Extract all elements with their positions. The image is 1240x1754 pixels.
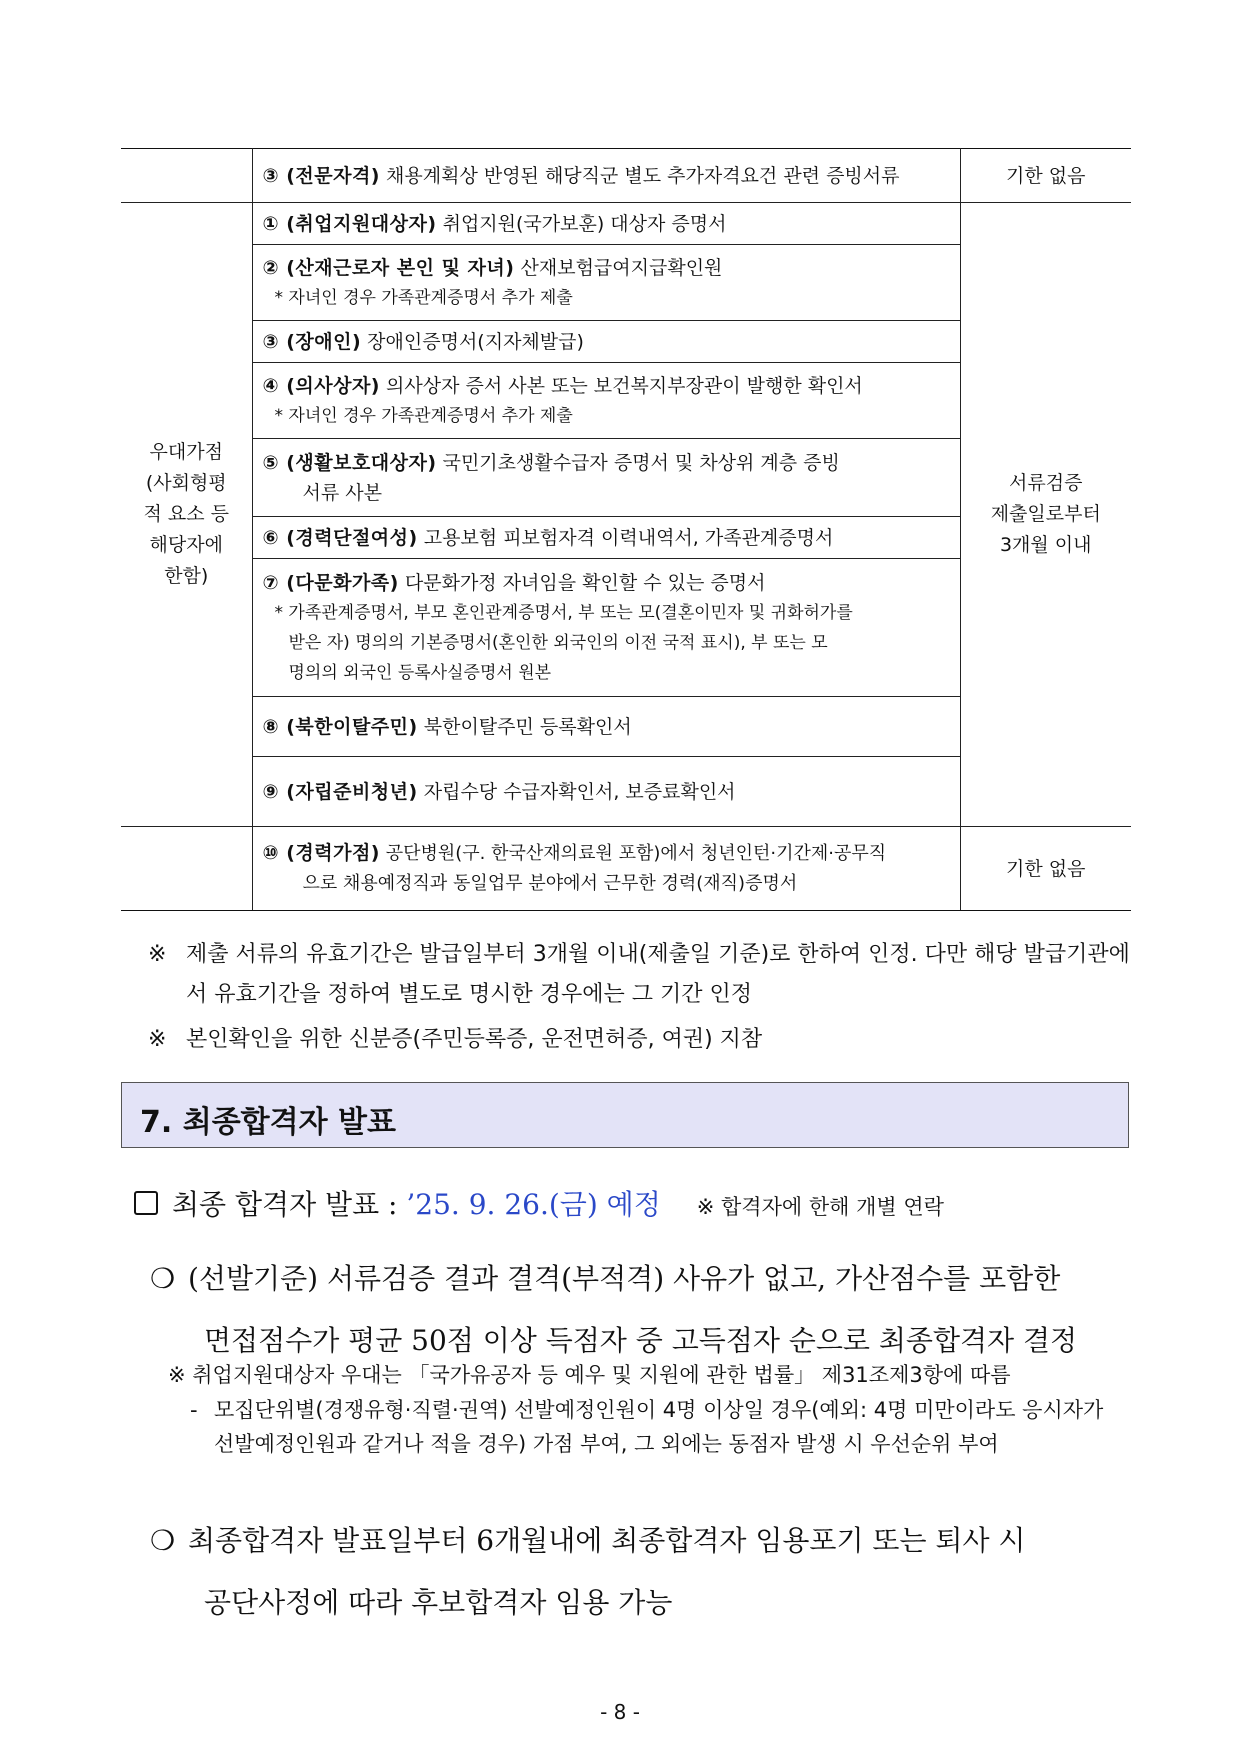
item-tag: ③ (장애인) [262, 330, 362, 353]
deadline-cell: 기한 없음 [960, 827, 1131, 911]
checkbox-square-icon [134, 1191, 158, 1215]
announce-note: ※ 합격자에 한해 개별 연락 [696, 1195, 944, 1219]
dash-note [190, 1393, 1130, 1461]
table-row [252, 245, 960, 321]
item-text: 산재보험급여지급확인원 [514, 256, 723, 279]
item-text: 북한이탈주민 등록확인서 [417, 715, 632, 738]
item-tag: ② (산재근로자 본인 및 자녀) [262, 256, 515, 279]
item-tag: ⑩ (경력가점) [262, 842, 380, 864]
table-row [252, 697, 960, 757]
table-row [252, 203, 960, 245]
item-note: * 자녀인 경우 가족관계증명서 추가 제출 [274, 287, 573, 308]
category-line: (사회형평 [145, 472, 227, 494]
note-validity [148, 935, 1133, 1015]
item-note: 받은 자) 명의의 기본증명서(혼인한 외국인의 이전 국적 표시), 부 또는 모 [288, 632, 828, 653]
criteria-paragraph [150, 1248, 1135, 1372]
reserve-paragraph [150, 1510, 1135, 1634]
item-tag: ④ (의사상자) [262, 374, 380, 397]
table-row [252, 757, 960, 827]
table-row [252, 149, 960, 203]
item-text: 국민기초생활수급자 증명서 및 차상위 계층 증빙 [436, 451, 840, 474]
item-text: 공단병원(구. 한국산재의료원 포함)에서 청년인턴·기간제·공무직 [380, 843, 887, 864]
reserve-line: 최종합격자 발표일부터 6개월내에 최종합격자 임용포기 또는 퇴사 시 [188, 1524, 1026, 1557]
table-row [252, 827, 960, 911]
item-note: * 가족관계증명서, 부모 혼인관계증명서, 부 또는 모(결혼이민자 및 귀화허가를 [274, 602, 853, 623]
category-line: 해당자에 [149, 534, 223, 556]
item-text: 자립수당 수급자확인서, 보증료확인서 [417, 780, 736, 803]
item-tag: ⑨ (자립준비청년) [262, 780, 418, 803]
item-text: 취업지원(국가보훈) 대상자 증명서 [436, 212, 727, 235]
note-text: 본인확인을 위한 신분증(주민등록증, 운전면허증, 여권) 지참 [186, 1027, 763, 1052]
item-tag: ⑧ (북한이탈주민) [262, 715, 418, 738]
table-row [252, 363, 960, 439]
category-line: 우대가점 [149, 441, 223, 463]
item-text: 채용계획상 반영된 해당직군 별도 추가자격요건 관련 증빙서류 [380, 164, 900, 187]
announcement-line [134, 1183, 944, 1223]
deadline-line: 서류검증 [1009, 472, 1083, 494]
item-tag: ① (취업지원대상자) [262, 212, 437, 235]
table-row [252, 517, 960, 559]
criteria-line: 면접점수가 평균 50점 이상 득점자 중 고득점자 순으로 최종합격자 결정 [204, 1324, 1078, 1357]
item-text-continued: 으로 채용예정직과 동일업무 분야에서 근무한 경력(재직)증명서 [302, 873, 798, 894]
dash-mark: - [190, 1398, 198, 1422]
announce-label: 최종 합격자 발표 : [172, 1188, 407, 1221]
documents-table [121, 148, 1131, 911]
page-number: - 8 - [600, 1700, 640, 1724]
table-row [252, 439, 960, 517]
note-id [148, 1020, 1133, 1060]
item-tag: ③ (전문자격) [262, 164, 380, 187]
table-cell-empty [121, 149, 252, 203]
note-mark: ※ [148, 1027, 167, 1052]
deadline-cell [960, 203, 1131, 827]
item-tag: ⑥ (경력단절여성) [262, 526, 418, 549]
note-mark: ※ [148, 942, 167, 967]
preference-note: ※ 취업지원대상자 우대는 「국가유공자 등 예우 및 지원에 관한 법률」 제31조제3항에 따름 [168, 1363, 1011, 1387]
circle-bullet-icon: ❍ [150, 1524, 176, 1557]
note-text: 제출 서류의 유효기간은 발급일부터 3개월 이내(제출일 기준)로 한하여 인정. 다만 해당 발급기관에서 유효기간을 정하여 별도로 명시한 경우에는 그 기간 인정 [186, 942, 1130, 1007]
category-line: 적 요소 등 [143, 503, 229, 525]
item-note: 명의의 외국인 등록사실증명서 원본 [288, 662, 552, 683]
deadline-line: 제출일로부터 [990, 503, 1101, 525]
table-row [252, 559, 960, 697]
category-cell [121, 203, 252, 827]
category-line: 한함) [164, 565, 209, 587]
deadline-line: 3개월 이내 [999, 534, 1092, 556]
section-header [121, 1082, 1129, 1148]
item-text: 의사상자 증서 사본 또는 보건복지부장관이 발행한 확인서 [380, 374, 863, 397]
circle-bullet-icon: ❍ [150, 1262, 176, 1295]
table-cell-empty [121, 827, 252, 911]
announce-date: ’25. 9. 26.(금) 예정 [406, 1188, 661, 1221]
criteria-line: (선발기준) 서류검증 결과 결격(부적격) 사유가 없고, 가산점수를 포함한 [188, 1262, 1061, 1295]
section-title: 7. 최종합격자 발표 [140, 1105, 397, 1140]
item-text: 다문화가정 자녀임을 확인할 수 있는 증명서 [398, 571, 766, 594]
item-text-continued: 서류 사본 [302, 481, 382, 504]
table-row [252, 321, 960, 363]
dash-text: 모집단위별(경쟁유형·직렬·권역) 선발예정인원이 4명 이상일 경우(예외: 4명 미만이라도 응시자가 선발예정인원과 같거나 적을 경우) 가점 부여, 그 외에는 동점자 발생 시 우선순위 부여 [214, 1398, 1104, 1456]
reserve-line: 공단사정에 따라 후보합격자 임용 가능 [204, 1586, 673, 1619]
item-tag: ⑦ (다문화가족) [262, 571, 399, 594]
item-text: 장애인증명서(지자체발급) [361, 330, 584, 353]
item-text: 고용보험 피보험자격 이력내역서, 가족관계증명서 [417, 526, 834, 549]
deadline-cell: 기한 없음 [960, 149, 1131, 203]
item-tag: ⑤ (생활보호대상자) [262, 451, 437, 474]
item-note: * 자녀인 경우 가족관계증명서 추가 제출 [274, 405, 573, 426]
